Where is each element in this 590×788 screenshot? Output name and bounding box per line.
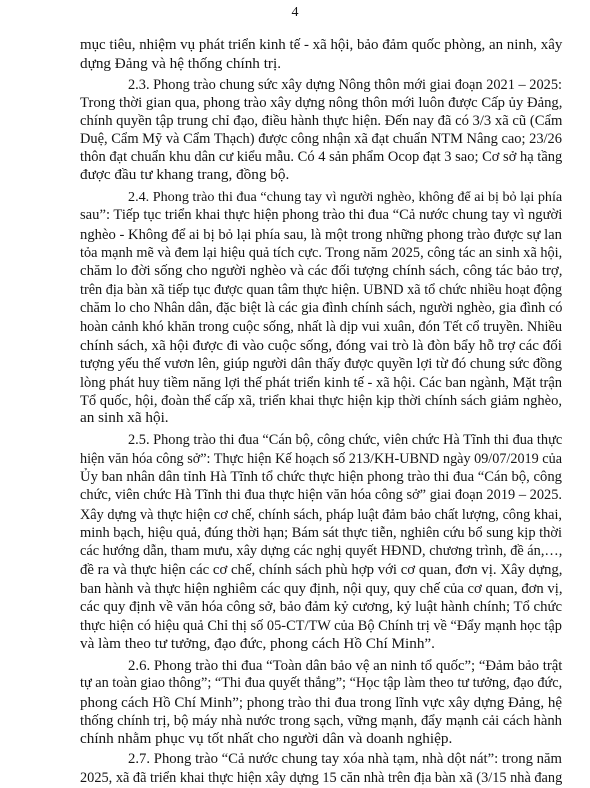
- text-line: chính quyền tập trung chỉ đạo, điều hành thực hiện. Đến nay đã có 3/3 xã cũ (Cẩm: [80, 113, 563, 130]
- text-line: chăm lo cho Nhân dân, đặc biệt là các gia đình chính sách, người nghèo, gia đình có: [80, 300, 563, 317]
- text-line: các hướng dẫn, tham mưu, xây dựng các nghị quyết HĐND, chương trình, đề án,…,: [80, 543, 563, 560]
- text-line: Xây dựng và thực hiện cơ chế, chính sách, pháp luật đảm bảo chất lượng, công khai,: [80, 506, 562, 523]
- text-line: Ủy ban nhân dân tỉnh Hà Tĩnh tổ chức thực hiện phong trào thi đua “Cán bộ, công: [80, 468, 562, 485]
- text-line: được đầu tư khang trang, đồng bộ.: [80, 166, 290, 184]
- text-line: sau”: Tiếp tục triển khai thực hiện phong trào thi đua “Cả nước chung tay vì người: [80, 207, 563, 224]
- text-line: Tổ quốc, hội, đoàn thể cấp xã, triển khai thực hiện kịp thời chính sách giảm nghèo,: [80, 392, 562, 409]
- text-line: 2.7. Phong trào “Cả nước chung tay xóa nhà tạm, nhà dột nát”: trong năm: [128, 751, 562, 768]
- text-line: chính nhằm phục vụ tốt nhất cho người dân và doanh nghiệp.: [80, 730, 453, 748]
- text-line: các quy định về văn hóa công sở, bảo đảm kỷ cương, kỷ luật hành chính; Tổ chức: [80, 599, 562, 616]
- text-line: mục tiêu, nhiệm vụ phát triển kinh tế - xã hội, bảo đảm quốc phòng, an ninh, xây: [80, 36, 563, 53]
- text-line: 2.6. Phong trào thi đua “Toàn dân bảo vệ an ninh tổ quốc”; “Đảm bảo trật: [128, 657, 563, 674]
- text-line: chính sách, xã hội được đi vào cuộc sống, đóng vai trò là đòn bẩy hỗ trợ các đối: [80, 337, 562, 354]
- text-line: minh bạch, hiệu quả, đúng thời hạn; Bám sát thực tiễn, nghiên cứu bổ sung kịp thời: [80, 524, 563, 541]
- text-line: 2.5. Phong trào thi đua “Cán bộ, công chức, viên chức Hà Tĩnh thi đua thực: [128, 432, 563, 449]
- text-line: Duệ, Cẩm Mỹ và Cẩm Thạch) được công nhận xã đạt chuẩn NTM Nâng cao; 23/26: [80, 131, 562, 148]
- text-line: lòng phát huy tiềm năng lợi thế phát triển kinh tế - xã hội. Các ban ngành, Mặt trận: [80, 374, 563, 391]
- text-line: thống chính trị, bộ máy nhà nước trong sạch, vững mạnh, đẩy mạnh cải cách hành: [80, 712, 562, 729]
- text-line: hiện văn hóa công sở”: Thực hiện Kế hoạch số 213/KH-UBND ngày 09/07/2019 của: [80, 450, 562, 467]
- text-line: dựng Đảng và hệ thống chính trị.: [80, 55, 281, 73]
- text-line: đề ra và thực hiện các cơ chế, chính sách phù hợp với cơ quan, đơn vị. Xây dựng,: [80, 561, 563, 578]
- text-line: phong cách Hồ Chí Minh”; phong trào thi đua trong lĩnh vực xây dựng Đảng, hệ: [80, 694, 562, 711]
- text-line: 2.4. Phong trào thi đua “chung tay vì người nghèo, không để ai bị bỏ lại phía: [128, 189, 563, 206]
- text-line: chăm lo đời sống cho người nghèo và các đối tượng chính sách, công tác bảo trợ,: [80, 263, 563, 280]
- text-line: an sinh xã hội.: [80, 409, 169, 427]
- page-number: 4: [291, 5, 299, 20]
- text-line: Trong thời gian qua, phong trào xây dựng nông thôn mới luôn được Cấp ủy Đảng,: [80, 94, 563, 111]
- text-line: 2025, xã đã triển khai thực hiện xây dựng 15 căn nhà trên địa bàn xã (3/15 nhà đang: [80, 769, 563, 786]
- text-line: nghèo - Không để ai bị bỏ lại phía sau, là một trong những phong trào được sự lan: [80, 226, 562, 243]
- text-line: tỏa mạnh mẽ và đem lại hiệu quả tích cực. Trong năm 2025, công tác an sinh xã hội,: [80, 245, 563, 262]
- text-line: thôn đạt chuẩn khu dân cư kiểu mẫu. Có 4 sản phẩm Ocop đạt 3 sao; Cơ sở hạ tầng: [80, 148, 563, 165]
- text-line: ban hành và thực hiện nghiêm các quy định, nội quy, quy chế của cơ quan, đơn vị,: [80, 580, 563, 597]
- text-line: chức, viên chức Hà Tĩnh thi đua thực hiện văn hóa công sở” giai đoạn 2019 – 2025.: [80, 487, 562, 504]
- text-line: trên địa bàn xã tiếp tục được quan tâm thực hiện. UBND xã tổ chức nhiều hoạt động: [80, 281, 562, 298]
- text-line: hoàn cảnh khó khăn trong cuộc sống, nhất là dịp vui xuân, đón Tết cổ truyền. Nhiều: [80, 318, 562, 335]
- text-line: thực hiện có hiệu quả Chỉ thị số 05-CT/TW của Bộ Chính trị về “Đẩy mạnh học tập: [80, 617, 562, 634]
- text-line: tượng yếu thế vươn lên, giúp người dân thấy được quyền lợi từ đó chung sức đồng: [80, 356, 562, 373]
- text-line: tự an toàn giao thông”; “Thi đua quyết thắng”; “Học tập làm theo tư tưởng, đạo đức,: [80, 675, 563, 692]
- text-line: 2.3. Phong trào chung sức xây dựng Nông thôn mới giai đoạn 2021 – 2025:: [128, 77, 562, 94]
- text-line: và làm theo tư tưởng, đạo đức, phong cách Hồ Chí Minh”.: [80, 634, 435, 652]
